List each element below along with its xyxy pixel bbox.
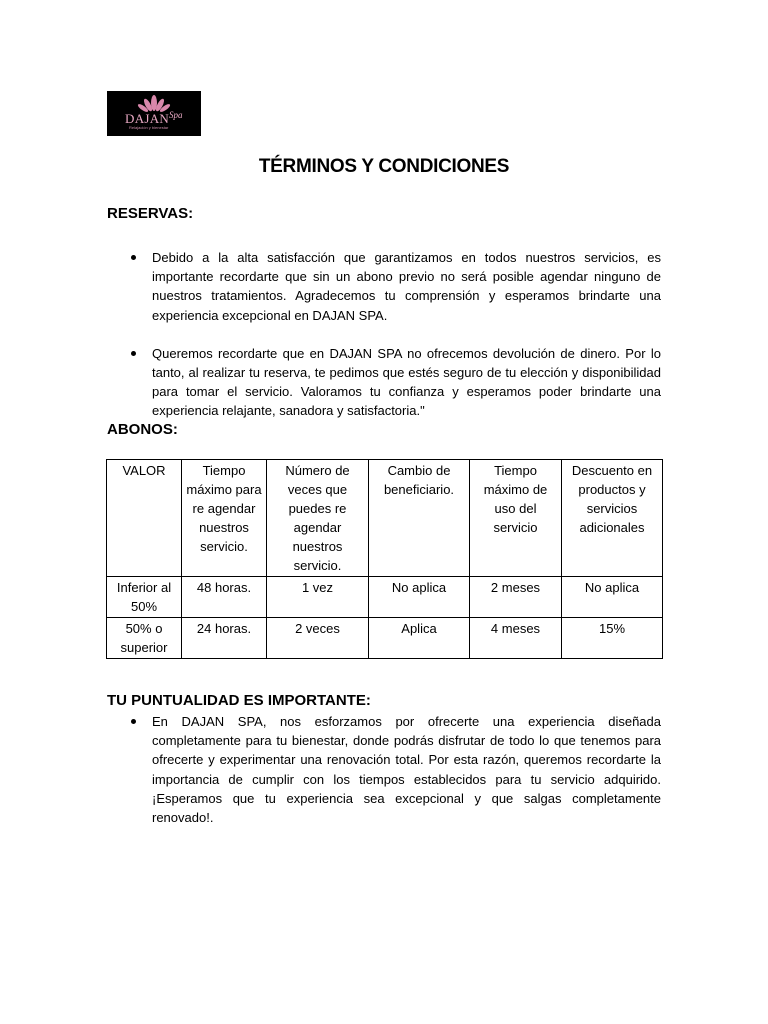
table-cell: Inferior al 50% xyxy=(107,577,182,618)
table-header-cell: Tiempo máximo de uso del servicio xyxy=(470,460,562,577)
reservas-bullet-1-text: Debido a la alta satisfacción que garantizamos en todos nuestros servicios, es importante recordarte que sin un abono previo no será posible agendar ninguno de nuestros tratamientos. Agradecemos tu comprensión y esperamos brindarte una experiencia excepcional en DAJAN SPA. xyxy=(152,250,661,323)
table-cell: 2 veces xyxy=(267,618,369,659)
logo-tag-text: Spa xyxy=(169,110,183,120)
table-row xyxy=(107,577,663,618)
bullet-icon xyxy=(131,255,136,260)
table-cell: No aplica xyxy=(369,577,470,618)
abonos-table xyxy=(106,459,663,659)
table-header-cell: Tiempo máximo para re agendar nuestros servicio. xyxy=(182,460,267,577)
table-header-cell: Número de veces que puedes re agendar nuestros servicio. xyxy=(267,460,369,577)
logo-subtitle: Relajación y bienestar xyxy=(129,125,169,130)
table-cell: 15% xyxy=(562,618,663,659)
table-cell: 50% o superior xyxy=(107,618,182,659)
puntualidad-bullet-text: En DAJAN SPA, nos esforzamos por ofrecerte una experiencia diseñada completamente para tu bienestar, donde podrás disfrutar de todo lo que tenemos para ofrecerte y experimentar una renovación total. Por esta razón, queremos recordarte la importancia de cumplir con los tiempos establecidos para tu servicio adquirido. ¡Esperamos que tu experiencia sea excepcional y que salgas completamente renovado!. xyxy=(152,714,661,826)
table-cell: 1 vez xyxy=(267,577,369,618)
table-cell: 4 meses xyxy=(470,618,562,659)
reservas-list xyxy=(107,248,661,421)
table-header-cell: Cambio de beneficiario. xyxy=(369,460,470,577)
table-cell: 24 horas. xyxy=(182,618,267,659)
bullet-icon xyxy=(131,351,136,356)
document-title: TÉRMINOS Y CONDICIONES xyxy=(258,156,510,177)
bullet-icon xyxy=(131,719,136,724)
table-header-cell: VALOR xyxy=(107,460,182,577)
list-item xyxy=(107,344,661,421)
puntualidad-heading: TU PUNTUALIDAD ES IMPORTANTE: xyxy=(107,692,371,709)
table-cell: Aplica xyxy=(369,618,470,659)
table-header-row xyxy=(107,460,663,577)
puntualidad-list xyxy=(107,712,661,827)
table-row xyxy=(107,618,663,659)
table-cell: 48 horas. xyxy=(182,577,267,618)
logo-brand-text: DAJAN xyxy=(125,111,170,126)
dajan-spa-logo xyxy=(107,91,201,136)
table-cell: 2 meses xyxy=(470,577,562,618)
abonos-heading: ABONOS: xyxy=(107,421,178,438)
reservas-heading: RESERVAS: xyxy=(107,205,194,222)
table-header-cell: Descuento en productos y servicios adicionales xyxy=(562,460,663,577)
reservas-bullet-2-text: Queremos recordarte que en DAJAN SPA no ofrecemos devolución de dinero. Por lo tanto, al realizar tu reserva, te pedimos que estés seguro de tu elección y disponibilidad para tomar el servicio. Valoramos tu confianza y esperamos poder brindarte una experiencia relajante, sanadora y satisfactoria." xyxy=(152,345,661,419)
list-item xyxy=(107,248,661,325)
table-cell: No aplica xyxy=(562,577,663,618)
list-item xyxy=(107,712,661,827)
